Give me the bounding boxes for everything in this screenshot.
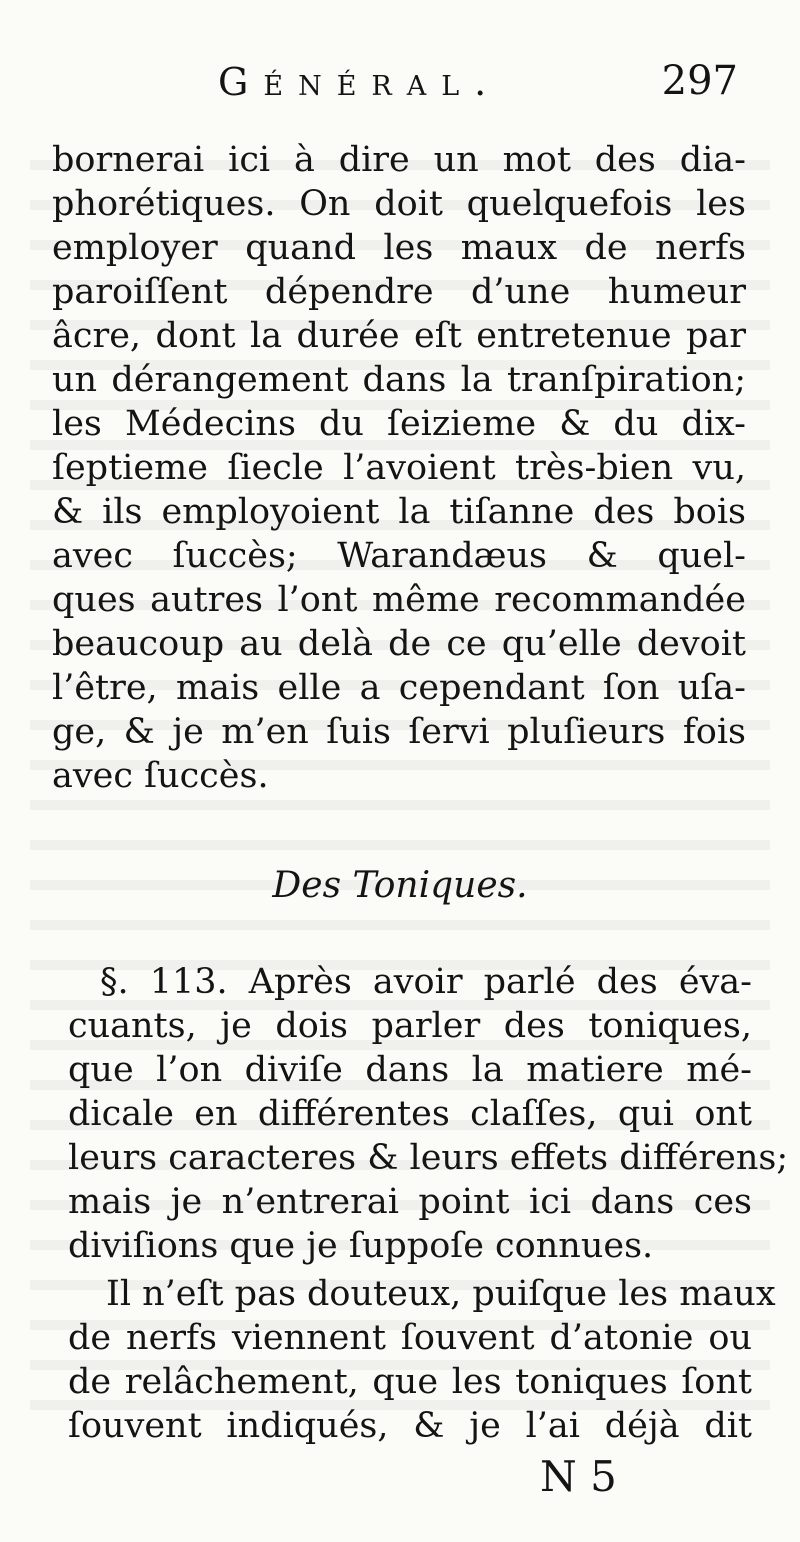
text-line: ſouvent indiqués, & je l’ai déjà dit bbox=[68, 1406, 752, 1446]
text-line: de relâchement, que les toniques ſont bbox=[68, 1362, 752, 1402]
text-line: phorétiques. On doit quelquefois les bbox=[52, 184, 746, 224]
text-line: que l’on diviſe dans la matiere mé- bbox=[68, 1050, 752, 1090]
text-line: les Médecins du ſeizieme & du dix- bbox=[52, 404, 746, 444]
signature-mark: N 5 bbox=[540, 1452, 617, 1501]
text-line: âcre, dont la durée eſt entretenue par bbox=[52, 316, 746, 356]
text-line: bornerai ici à dire un mot des dia- bbox=[52, 140, 746, 180]
section-heading: Des Toniques. bbox=[272, 865, 528, 906]
text-line: ge, & je m’en ſuis ſervi pluſieurs fois bbox=[52, 712, 746, 752]
text-line: ſeptieme ſiecle l’avoient très-bien vu, bbox=[52, 448, 746, 488]
text-line: employer quand les maux de nerfs bbox=[52, 228, 746, 268]
text-line: ques autres l’ont même recommandée bbox=[52, 580, 746, 620]
page-header bbox=[0, 52, 800, 108]
text-line: mais je n’entrerai point ici dans ces bbox=[68, 1182, 752, 1222]
text-line: §. 113. Après avoir parlé des éva- bbox=[100, 962, 752, 1002]
text-line: & ils employoient la tiſanne des bois bbox=[52, 492, 746, 532]
page-number: 297 bbox=[661, 58, 738, 104]
running-title: Général. bbox=[218, 60, 502, 104]
text-line: cuants, je dois parler des toniques, bbox=[68, 1006, 752, 1046]
text-line: l’être, mais elle a cependant ſon uſa- bbox=[52, 668, 746, 708]
text-line: de nerfs viennent ſouvent d’atonie ou bbox=[68, 1318, 752, 1358]
text-line: beaucoup au delà de ce qu’elle devoit bbox=[52, 624, 746, 664]
text-line: dicale en différentes claſſes, qui ont bbox=[68, 1094, 752, 1134]
text-line: avec ſuccès. bbox=[52, 756, 269, 796]
text-line: un dérangement dans la tranſpiration; bbox=[52, 360, 746, 400]
text-line: leurs caracteres & leurs effets différens; bbox=[68, 1138, 789, 1178]
text-line: avec ſuccès; Warandæus & quel- bbox=[52, 536, 746, 576]
text-line: paroiſſent dépendre d’une humeur bbox=[52, 272, 746, 312]
text-line: Il n’eſt pas douteux, puiſque les maux bbox=[106, 1274, 776, 1314]
text-line: diviſions que je ſuppoſe connues. bbox=[68, 1226, 654, 1266]
